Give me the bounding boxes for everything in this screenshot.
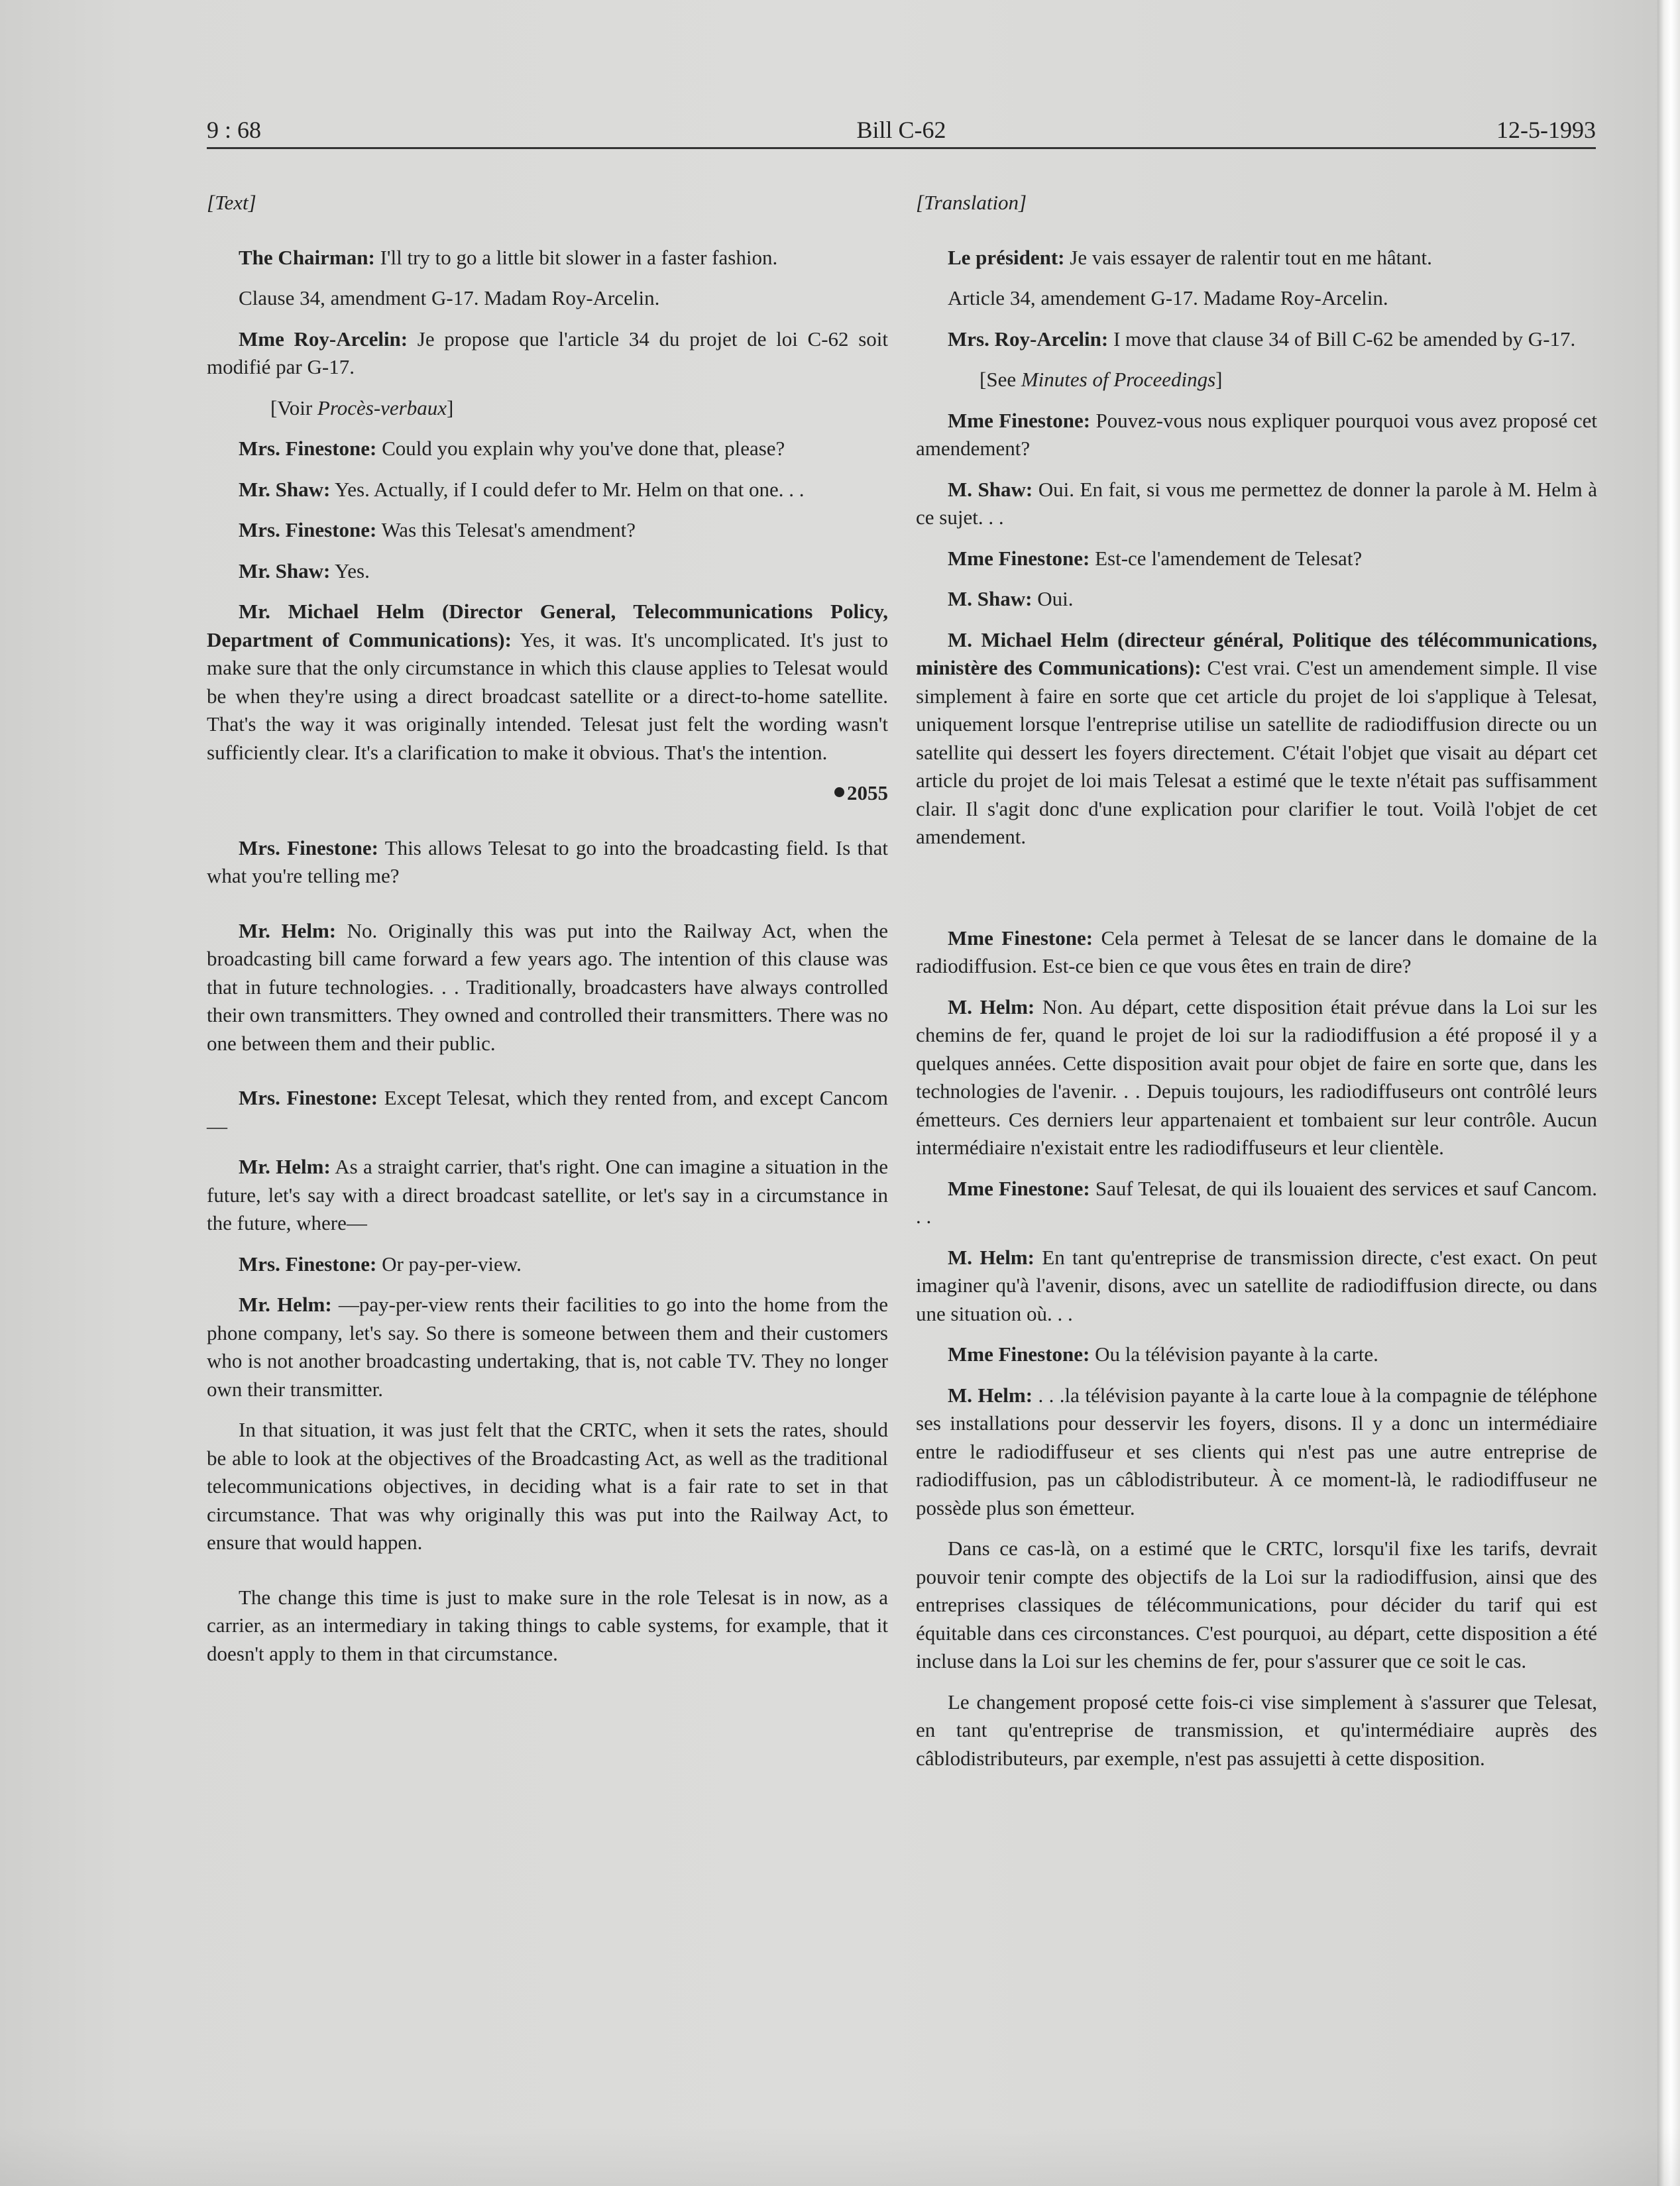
speaker-name: Mr. Shaw:	[239, 559, 331, 582]
speech-text: Est-ce l'amendement de Telesat?	[1090, 546, 1363, 570]
transcript-paragraph	[207, 1584, 888, 1668]
time-marker	[207, 779, 888, 808]
speaker-name: Mrs. Finestone:	[239, 836, 378, 859]
speech-text: In that situation, it was just felt that the CRTC, when it sets the rates, should be able to look at the objectives of the Broadcasting Act, as well as the traditional telecommunications objectives, in deciding what is a fair rate to set in that circumstance. That was why originally this was put into the Railway Act, to ensure that would happen.	[207, 1418, 888, 1554]
transcript-paragraph	[916, 1688, 1597, 1773]
transcript-paragraph	[916, 284, 1597, 313]
transcript-paragraph	[207, 598, 888, 767]
transcript-paragraph	[916, 244, 1597, 272]
speech-text: Non. Au départ, cette disposition était prévue dans la Loi sur les chemins de fer, quand le projet de loi sur la radiodiffusion a été proposé il y a quelques années. Cette disposition avait pour objet de faire en sorte que, dans les technologies de l'avenir. . . Depuis toujours, les radiodiffuseurs ont contrôlé leurs émetteurs. Ces derniers leur appartenaient et tombaient sur leur contrôle. Aucun intermédiaire n'existait entre les radiodiffuseurs et leur clientèle.	[916, 995, 1598, 1159]
transcript-paragraph	[916, 476, 1597, 532]
reference-text: Minutes of Proceedings	[1021, 368, 1216, 391]
speech-text: The change this time is just to make sure in the role Telesat is in now, as a carrier, as an intermediary in taking things to cable systems, for example, that it doesn't apply to them in that circumstance.	[207, 1585, 888, 1665]
speech-text: Was this Telesat's amendment?	[376, 518, 636, 541]
transcript-paragraph	[207, 1250, 888, 1279]
speech-text: I'll try to go a little bit slower in a faster fashion.	[374, 245, 778, 269]
speech-text: Clause 34, amendment G-17. Madam Roy-Arcelin.	[239, 286, 660, 309]
speaker-name: M. Helm:	[948, 995, 1035, 1018]
speech-text: Article 34, amendement G-17. Madame Roy-Arcelin.	[948, 286, 1388, 309]
speech-text: Je propose que l'article 34 du projet de loi C-62 soit modifié par G-17.	[207, 327, 888, 378]
transcript-paragraph	[207, 557, 888, 586]
transcript-paragraph	[916, 1535, 1597, 1676]
reference-text: [See	[980, 368, 1021, 391]
english-column	[207, 189, 888, 1680]
speaker-name: Mme Finestone:	[948, 1176, 1090, 1200]
speaker-name: M. Shaw:	[948, 477, 1033, 501]
speaker-name: M. Shaw:	[948, 587, 1033, 610]
reference-text: ]	[1215, 368, 1223, 391]
speech-text: Dans ce cas-là, on a estimé que le CRTC, lorsqu'il fixe les tarifs, devrait pouvoir tenir compte des objectifs de la Loi sur la radiodiffusion, ainsi que des entreprises classiques de télécommunications, pour décider du tarif qui est équitable dans ces circonstances. C'est pourquoi, au départ, cette disposition a été incluse dans la Loi sur les chemins de fer, pour s'assurer que ce soit le cas.	[916, 1537, 1597, 1672]
speech-text: Pouvez-vous nous expliquer pourquoi vous avez proposé cet amendement?	[916, 408, 1597, 460]
speech-text: C'est vrai. C'est un amendement simple. Il vise simplement à faire en sorte que cet article du projet de loi s'applique à Telesat, uniquement lorsque l'entreprise utilise un satellite de radiodiffusion directe ou un satellite qui dessert les foyers directement. C'était l'objet que visait au départ cet article du projet de loi mais Telesat a estimé que le texte n'était pas suffisamment clair. Il s'agit donc d'une explication pour clarifier le tout. Voilà l'objet de cet amendement.	[916, 656, 1597, 848]
transcript-paragraph	[207, 1416, 888, 1557]
transcript-paragraph	[916, 1382, 1597, 1523]
page-edge	[1657, 0, 1680, 2186]
time-stamp: 2055	[847, 781, 888, 804]
speech-text: Or pay-per-view.	[376, 1252, 522, 1276]
speech-text: Oui.	[1032, 587, 1074, 610]
speech-text: No. Originally this was put into the Railway Act, when the broadcasting bill came forward a few years ago. The intention of this clause was that in future technologies. . . Traditionally, broadcasters have always controlled their own transmitters. They owned and controlled their transmitters. There was no one between them and their public.	[207, 918, 888, 1055]
speech-text: Ou la télévision payante à la carte.	[1090, 1342, 1378, 1366]
running-header	[207, 111, 1596, 148]
minutes-reference	[916, 366, 1597, 394]
transcript-paragraph	[916, 325, 1597, 354]
speaker-name: Mrs. Finestone:	[239, 437, 377, 460]
speech-text: . . .la télévision payante à la carte loue à la compagnie de téléphone ses installations pour desservir les foyers, disons. Il y a donc un intermédiaire entre le radiodiffuseur et ses clients qui n'est pas une autre entreprise de radiodiffusion, pas un câblodistributeur. À ce moment-là, le radiodiffuseur ne possède plus son émetteur.	[916, 1383, 1597, 1519]
transcript-paragraph	[916, 1175, 1597, 1231]
speech-text: Could you explain why you've done that, please?	[376, 437, 785, 460]
transcript-paragraph	[916, 407, 1597, 463]
speaker-name: Mrs. Finestone:	[239, 518, 377, 541]
speech-text: Except Telesat, which they rented from, and except Cancom—	[207, 1086, 888, 1138]
transcript-paragraph	[207, 1291, 888, 1403]
speaker-name: Mme Roy-Arcelin:	[239, 327, 408, 351]
speaker-name: Mme Finestone:	[948, 926, 1093, 950]
speaker-name: M. Michael Helm (directeur général, Politique des télécommunications, ministère des Communications):	[916, 628, 1597, 679]
speech-text: Yes, it was. It's uncomplicated. It's just to make sure that the only circumstance in which this clause applies to Telesat would be when they're using a direct broadcast satellite or a direct-to-home satellite. That's the way it was originally intended. Telesat just felt the wording wasn't sufficiently clear. It's a clarification to make it obvious. That's the intention.	[207, 628, 888, 764]
speaker-name: Mr. Michael Helm (Director General, Telecommunications Policy, Department of Communications):	[207, 600, 888, 651]
minutes-reference	[207, 394, 888, 423]
speaker-name: Mme Finestone:	[948, 546, 1090, 570]
section-label: [Text]	[207, 191, 256, 214]
speaker-name: M. Helm:	[948, 1245, 1035, 1269]
section-label: [Translation]	[916, 191, 1027, 214]
speech-text: —pay-per-view rents their facilities to go into the home from the phone company, let's say. So there is someone between them and their customers who is not another broadcasting undertaking, that is, not cable TV. They no longer own their transmitter.	[207, 1293, 889, 1401]
transcript-paragraph	[207, 516, 888, 545]
speaker-name: Mr. Helm:	[239, 1155, 331, 1178]
speech-text: I move that clause 34 of Bill C-62 be amended by G-17.	[1108, 327, 1576, 351]
speech-text: Cela permet à Telesat de se lancer dans le domaine de la radiodiffusion. Est-ce bien ce que vous êtes en train de dire?	[916, 926, 1598, 977]
transcript-paragraph	[207, 325, 888, 382]
speaker-name: Mrs. Finestone:	[239, 1252, 377, 1276]
header-title: Bill C-62	[856, 117, 946, 143]
transcript-paragraph	[207, 476, 888, 504]
transcript-paragraph	[207, 1153, 888, 1238]
speaker-name: Mr. Helm:	[239, 1293, 332, 1316]
speaker-name: Mme Finestone:	[948, 1342, 1090, 1366]
french-column	[916, 189, 1597, 1785]
header-rule	[207, 147, 1596, 149]
speech-text: Le changement proposé cette fois-ci vise simplement à s'assurer que Telesat, en tant qu'entreprise de transmission, et qu'intermédiaire auprès des câblodistributeurs, par exemple, n'est pas assujetti à cette disposition.	[916, 1690, 1597, 1770]
bullet-icon	[834, 787, 844, 797]
speaker-name: Mr. Helm:	[239, 918, 337, 942]
transcript-paragraph	[207, 435, 888, 463]
transcript-paragraph	[207, 244, 888, 272]
page-number: 9 : 68	[207, 117, 262, 143]
speaker-name: Mme Finestone:	[948, 408, 1091, 432]
speaker-name: Mrs. Roy-Arcelin:	[948, 327, 1109, 351]
transcript-paragraph	[916, 585, 1597, 614]
speech-text: Je vais essayer de ralentir tout en me hâtant.	[1064, 245, 1432, 269]
speaker-name: M. Helm:	[948, 1383, 1033, 1407]
page-shadow	[0, 2126, 1680, 2186]
transcript-paragraph	[207, 834, 888, 891]
transcript-paragraph	[916, 924, 1597, 981]
transcript-paragraph	[916, 993, 1597, 1162]
speaker-name: Mrs. Finestone:	[239, 1086, 378, 1109]
reference-text: [Voir	[270, 396, 317, 419]
speech-text: En tant qu'entreprise de transmission directe, c'est exact. On peut imaginer qu'à l'avenir, disons, avec un satellite de radiodiffusion directe, ou dans une situation où. . .	[916, 1245, 1597, 1325]
speech-text: This allows Telesat to go into the broadcasting field. Is that what you're telling me?	[207, 836, 888, 887]
reference-text: ]	[447, 396, 454, 419]
speaker-name: Le président:	[948, 245, 1065, 269]
speaker-name: The Chairman:	[239, 245, 375, 269]
transcript-paragraph	[207, 917, 888, 1058]
speech-text: Yes.	[330, 559, 370, 582]
transcript-paragraph	[916, 545, 1597, 573]
transcript-paragraph	[207, 1084, 888, 1140]
speech-text: As a straight carrier, that's right. One can imagine a situation in the future, let's say with a direct broadcast satellite, or let's say in a circumstance in the future, where—	[207, 1155, 888, 1234]
reference-text: Procès-verbaux	[317, 396, 447, 419]
header-date: 12-5-1993	[1496, 117, 1596, 143]
transcript-paragraph	[207, 284, 888, 313]
speech-text: Yes. Actually, if I could defer to Mr. Helm on that one. . .	[330, 477, 805, 501]
transcript-paragraph	[916, 626, 1597, 851]
speech-text: Oui. En fait, si vous me permettez de donner la parole à M. Helm à ce sujet. . .	[916, 477, 1597, 529]
transcript-paragraph	[916, 1340, 1597, 1369]
speech-text: Sauf Telesat, de qui ils louaient des services et sauf Cancom. . .	[916, 1176, 1597, 1228]
speaker-name: Mr. Shaw:	[239, 477, 331, 501]
transcript-paragraph	[916, 1244, 1597, 1329]
